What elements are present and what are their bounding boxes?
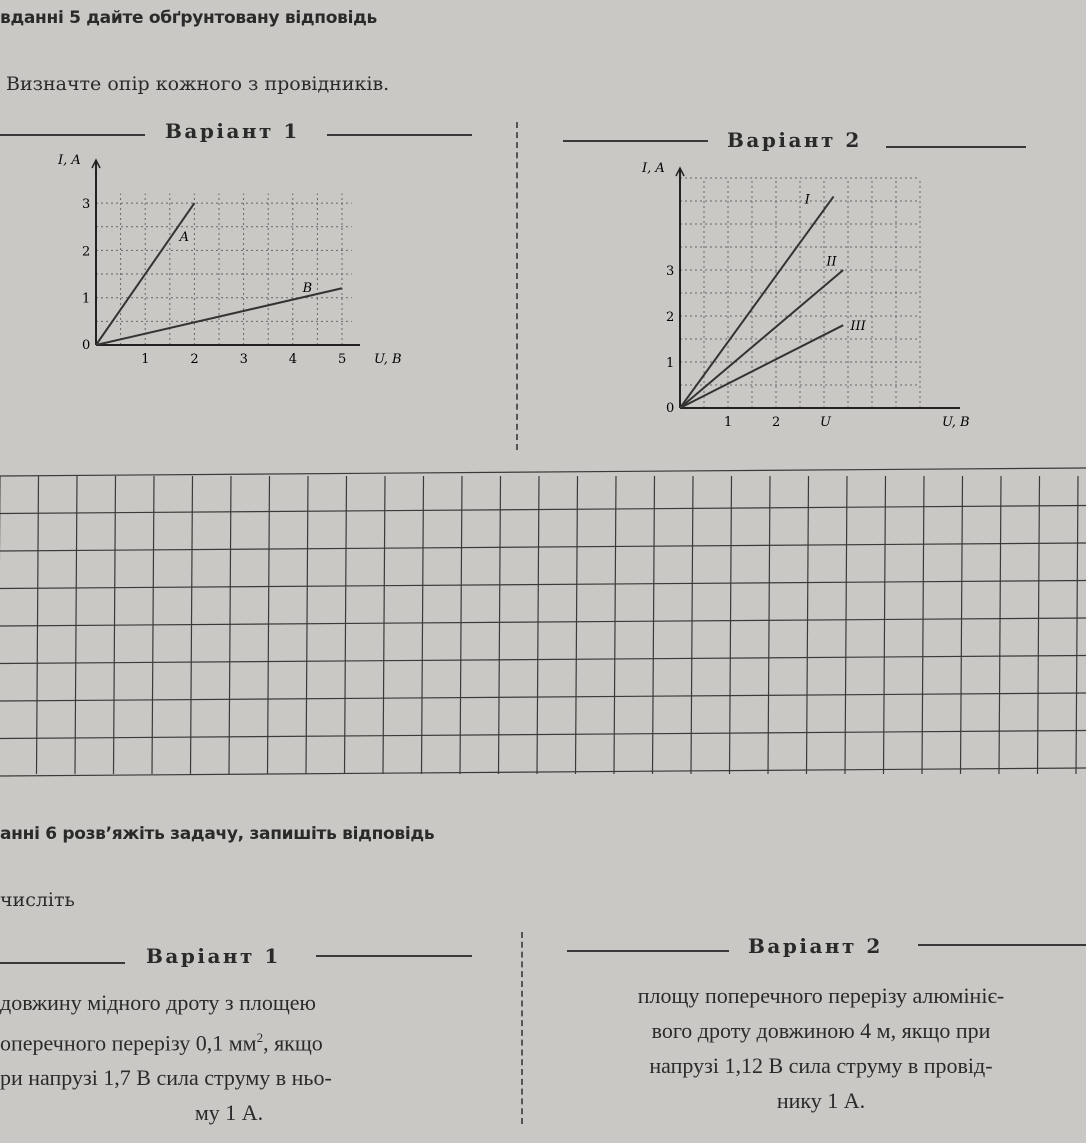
grid-paper-v [383, 476, 385, 774]
variant1-rule-right [327, 134, 472, 136]
grid-paper-v [884, 476, 886, 774]
variant-divider-task5 [516, 122, 518, 450]
grid-paper-v [691, 476, 693, 774]
grid-paper-v [229, 476, 231, 774]
problem-v1-line2: оперечного перерізу 0,1 $мм^2$, якщо [0, 1030, 323, 1056]
variant1-rule-left [0, 134, 145, 136]
grid-paper-v [768, 476, 770, 774]
x-tick-label: U [820, 415, 831, 430]
problem-v1-line1: довжину мідного дроту з площею [0, 990, 316, 1015]
x-tick-label: 3 [239, 352, 248, 367]
problem-v2-line1: площу поперечного перерізу алюмініє- [637, 983, 1005, 1008]
iv-chart-variant2 [620, 158, 1000, 438]
grid-paper-v [922, 476, 924, 774]
grid-paper-v [268, 476, 270, 774]
task6-header: анні 6 розв’яжіть задачу, запишіть відповідь [0, 824, 435, 844]
problem-v1-line4: му 1 А. [194, 1100, 264, 1126]
y-axis-label: I, A [642, 161, 665, 176]
t6-variant1-label: Варіант 1 [146, 944, 281, 968]
grid-paper-h [0, 768, 1086, 776]
problem-variant1 [0, 985, 464, 1130]
grid-paper-v [845, 476, 847, 774]
x-axis-label: U, B [942, 415, 970, 430]
t6-variant2-label: Варіант 2 [748, 934, 883, 958]
y-tick-label: 2 [82, 244, 91, 260]
problem-variant2 [556, 978, 1086, 1118]
series-label-III: III [850, 318, 866, 334]
variant-divider-task6 [521, 932, 523, 1124]
grid-paper-h [0, 731, 1086, 739]
grid-paper-v [653, 476, 655, 774]
answer-grid[interactable] [0, 466, 1086, 782]
variant2-rule-right [886, 146, 1026, 148]
grid-paper-v [1038, 476, 1040, 774]
series-line-B [96, 288, 342, 345]
grid-paper-v [576, 476, 578, 774]
problem-v2-line2: вого дроту довжиною 4 м, якщо при [651, 1018, 991, 1043]
grid-paper-h [0, 468, 1086, 476]
x-axis-label: U, B [374, 352, 402, 367]
series-label-I: I [804, 192, 810, 208]
origin-label: 0 [666, 401, 675, 416]
variant2-rule-left [563, 140, 708, 142]
x-tick-label: 2 [772, 415, 781, 430]
t6-variant2-rule-right [918, 944, 1086, 946]
series-line-I [680, 196, 834, 408]
grid-paper-v [460, 476, 462, 774]
problem-v1-line3: ри напрузі 1,7 В сила струму в ньо- [0, 1065, 332, 1091]
y-axis-label: I, A [58, 153, 81, 168]
grid-paper-v [614, 476, 616, 774]
t6-variant1-rule-left [0, 962, 125, 964]
grid-paper-v [807, 476, 809, 774]
task5-header: вданні 5 дайте обґрунтовану відповідь [0, 8, 377, 28]
grid-paper-v [961, 476, 963, 774]
x-tick-label: 2 [190, 352, 199, 367]
t6-variant1-rule-right [316, 955, 472, 957]
grid-paper-v [499, 476, 501, 774]
task6-prompt: числіть [0, 889, 75, 911]
iv-chart-variant1 [40, 150, 420, 380]
grid-paper-v [306, 476, 308, 774]
grid-paper-v [537, 476, 539, 774]
series-label-A: A [179, 229, 190, 245]
y-tick-label: 3 [666, 264, 675, 279]
grid-paper-v [37, 476, 39, 774]
variant2-label: Варіант 2 [727, 128, 862, 152]
problem-v2-line3: напрузі 1,12 В сила струму в провід- [649, 1053, 993, 1078]
series-line-II [680, 270, 843, 408]
x-tick-label: 5 [338, 352, 347, 367]
x-tick-label: 1 [141, 352, 150, 367]
grid-paper-v [1076, 476, 1078, 774]
x-tick-label: 1 [724, 415, 733, 430]
grid-paper-v [730, 476, 732, 774]
y-tick-label: 1 [82, 291, 91, 307]
series-label-B: B [302, 281, 313, 297]
grid-paper-v [999, 476, 1001, 774]
y-tick-label: 1 [666, 356, 675, 371]
problem-v2-line4: нику 1 А. [776, 1088, 866, 1113]
y-tick-label: 2 [666, 310, 675, 325]
series-label-II: II [826, 254, 837, 270]
grid-paper-v [422, 476, 424, 774]
x-tick-label: 4 [288, 352, 298, 367]
t6-variant2-rule-left [567, 950, 729, 952]
grid-paper-v [345, 476, 347, 774]
grid-paper-h [0, 506, 1086, 514]
origin-label: 0 [82, 338, 91, 353]
task5-prompt: Визначте опір кожного з провідників. [6, 73, 390, 95]
variant1-label: Варіант 1 [165, 119, 300, 143]
y-tick-label: 3 [82, 197, 91, 213]
